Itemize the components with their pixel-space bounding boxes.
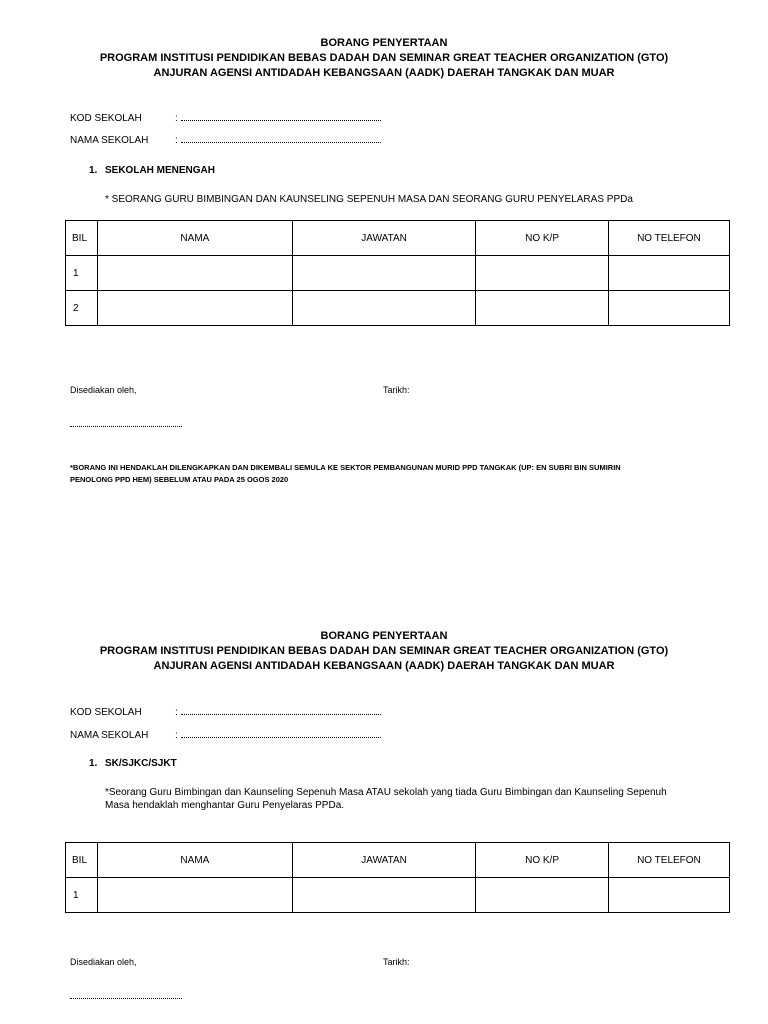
- form-title: BORANG PENYERTAAN: [320, 630, 448, 642]
- form-sk-sjkc-sjkt: [0, 629, 768, 674]
- nama-sekolah-label: NAMA SEKOLAH: [70, 135, 149, 146]
- note-line-2: Masa hendaklah menghantar Guru Penyelaras PPDa.: [105, 800, 345, 811]
- note-line-1: *Seorang Guru Bimbingan dan Kaunseling Sepenuh Masa ATAU sekolah yang tiada Guru Bimbingan dan Kaunseling Sepenuh: [105, 787, 667, 798]
- table-row: [66, 291, 730, 326]
- table-row: [66, 878, 730, 913]
- header-no-kp: NO K/P: [476, 843, 609, 878]
- program-title: PROGRAM INSTITUSI PENDIDIKAN BEBAS DADAH DAN SEMINAR GREAT TEACHER ORGANIZATION (GTO): [99, 645, 669, 657]
- row-number: 1: [66, 878, 98, 913]
- cell-no-kp[interactable]: [476, 256, 609, 291]
- date-label: Tarikh:: [383, 385, 410, 395]
- signature-line[interactable]: [70, 998, 182, 999]
- section-title: SEKOLAH MENENGAH: [105, 165, 216, 176]
- cell-jawatan[interactable]: [292, 878, 475, 913]
- nama-sekolah-row: [70, 729, 381, 742]
- date-label: Tarikh:: [383, 957, 410, 967]
- header-no-kp: NO K/P: [476, 221, 609, 256]
- nama-sekolah-colon: :: [175, 730, 178, 741]
- prepared-by-label: Disediakan oleh,: [70, 385, 137, 395]
- cell-nama[interactable]: [97, 291, 292, 326]
- nama-sekolah-label: NAMA SEKOLAH: [70, 730, 149, 741]
- header-bil: BIL: [66, 843, 98, 878]
- header-jawatan: JAWATAN: [292, 843, 475, 878]
- header-nama: NAMA: [97, 843, 292, 878]
- cell-no-kp[interactable]: [476, 291, 609, 326]
- footnote-line-2: PENOLONG PPD HEM) SEBELUM ATAU PADA 25 OGOS 2020: [70, 475, 289, 484]
- nama-sekolah-row: [70, 134, 381, 147]
- header-nama: NAMA: [97, 221, 292, 256]
- header-bil: BIL: [66, 221, 98, 256]
- section-heading: [89, 165, 215, 177]
- nama-sekolah-field[interactable]: [181, 729, 381, 738]
- section-number: 1.: [89, 758, 98, 769]
- form-sekolah-menengah: [0, 36, 768, 81]
- program-title: PROGRAM INSTITUSI PENDIDIKAN BEBAS DADAH DAN SEMINAR GREAT TEACHER ORGANIZATION (GTO): [99, 52, 669, 64]
- row-number: 2: [66, 291, 98, 326]
- nama-sekolah-colon: :: [175, 135, 178, 146]
- section-title: SK/SJKC/SJKT: [105, 758, 177, 769]
- section-number: 1.: [89, 165, 98, 176]
- footnote-line-1: *BORANG INI HENDAKLAH DILENGKAPKAN DAN DIKEMBALI SEMULA KE SEKTOR PEMBANGUNAN MURID PPD TANGKAK (UP: EN SUBRI BIN SUMIRIN: [70, 463, 621, 472]
- table-row: [66, 256, 730, 291]
- organizer-title: ANJURAN AGENSI ANTIDADAH KEBANGSAAN (AADK) DAERAH TANGKAK DAN MUAR: [153, 660, 615, 672]
- cell-nama[interactable]: [97, 878, 292, 913]
- cell-no-telefon[interactable]: [608, 291, 729, 326]
- table-header-row: [66, 843, 730, 878]
- kod-sekolah-field[interactable]: [181, 112, 381, 121]
- eligibility-note: [105, 786, 705, 812]
- kod-sekolah-label: KOD SEKOLAH: [70, 707, 142, 718]
- kod-sekolah-row: [70, 706, 381, 719]
- kod-sekolah-colon: :: [175, 113, 178, 124]
- cell-no-kp[interactable]: [476, 878, 609, 913]
- organizer-title: ANJURAN AGENSI ANTIDADAH KEBANGSAAN (AADK) DAERAH TANGKAK DAN MUAR: [153, 67, 615, 79]
- eligibility-note: * SEORANG GURU BIMBINGAN DAN KAUNSELING SEPENUH MASA DAN SEORANG GURU PENYELARAS PPDa: [105, 194, 633, 205]
- participant-table: [65, 842, 730, 913]
- kod-sekolah-field[interactable]: [181, 706, 381, 715]
- signature-line[interactable]: [70, 426, 182, 427]
- cell-no-telefon[interactable]: [608, 878, 729, 913]
- section-heading: [89, 758, 177, 770]
- cell-jawatan[interactable]: [292, 256, 475, 291]
- cell-nama[interactable]: [97, 256, 292, 291]
- kod-sekolah-row: [70, 112, 381, 125]
- header-no-telefon: NO TELEFON: [608, 843, 729, 878]
- row-number: 1: [66, 256, 98, 291]
- kod-sekolah-label: KOD SEKOLAH: [70, 113, 142, 124]
- header-no-telefon: NO TELEFON: [608, 221, 729, 256]
- submission-footnote: [70, 462, 690, 486]
- kod-sekolah-colon: :: [175, 707, 178, 718]
- header-jawatan: JAWATAN: [292, 221, 475, 256]
- prepared-by-label: Disediakan oleh,: [70, 957, 137, 967]
- cell-no-telefon[interactable]: [608, 256, 729, 291]
- nama-sekolah-field[interactable]: [181, 134, 381, 143]
- form-title: BORANG PENYERTAAN: [320, 37, 448, 49]
- table-header-row: [66, 221, 730, 256]
- cell-jawatan[interactable]: [292, 291, 475, 326]
- participant-table: [65, 220, 730, 326]
